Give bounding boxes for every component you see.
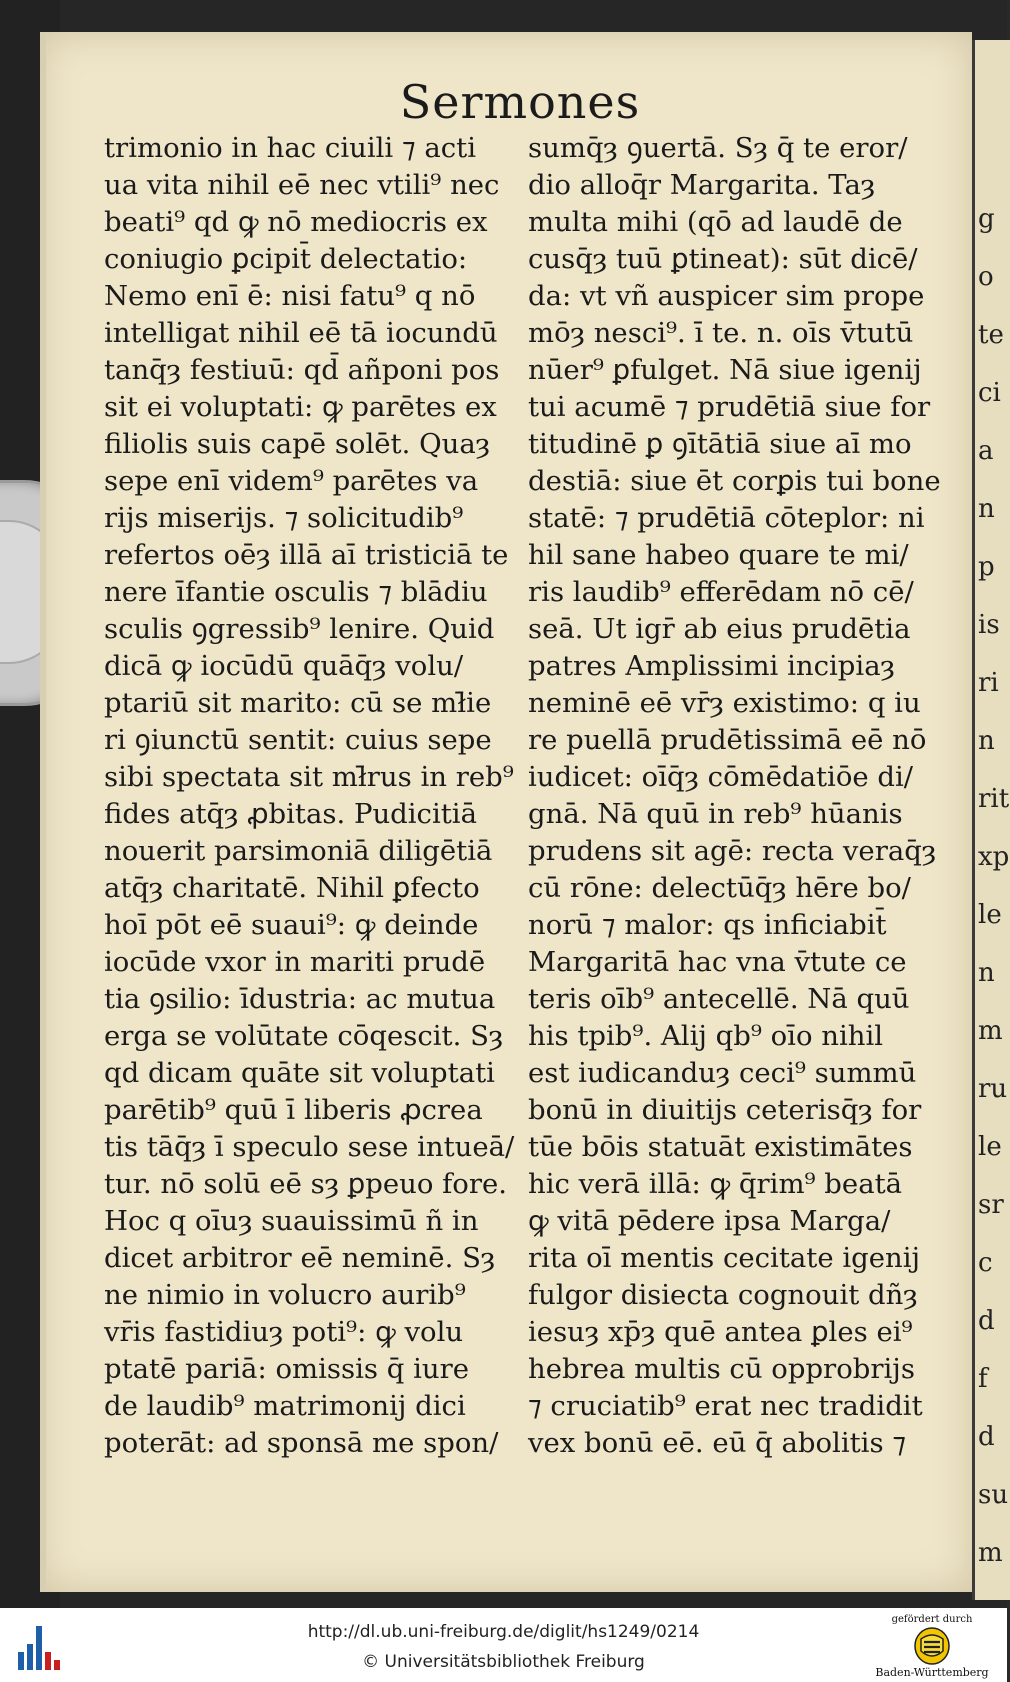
copyright-notice: © Universitätsbibliothek Freiburg	[362, 1652, 645, 1672]
text-line: ⁊ cruciatib⁹ erat nec tradidit	[528, 1390, 923, 1422]
text-line: titudinē ꝑ ꝯītātiā siue aī mo	[528, 428, 912, 460]
text-line: qd dicam quāte sit voluptati	[104, 1057, 495, 1089]
facing-page-fragment: f	[978, 1364, 988, 1394]
text-line: erga se volūtate cōqescit. Sȝ	[104, 1020, 504, 1052]
text-line: multa mihi (qō ad laudē de	[528, 206, 903, 238]
text-line: tui acumē ⁊ prudētiā siue for	[528, 391, 931, 423]
text-line: destiā: siue ēt corꝑis tui bone	[528, 465, 941, 497]
text-line: prudens sit agē: recta veraq̄ȝ	[528, 835, 937, 867]
text-line: ri ꝯiunctū sentit: cuius sepe	[104, 724, 492, 756]
text-line: dicā ꝙ iocūdū quāq̄ȝ volu/	[104, 650, 464, 682]
text-line: vr̄is fastidiuȝ poti⁹: ꝙ volu	[104, 1316, 464, 1348]
text-line: hil sane habeo quare te mi/	[528, 539, 909, 571]
text-line: da: vt vñ auspicer sim prope	[528, 280, 925, 312]
text-line: dicet arbitror eē neminē. Sȝ	[104, 1242, 496, 1274]
facing-page-fragment: n	[978, 958, 995, 988]
facing-page-fragment: m	[978, 1016, 1003, 1046]
text-line: sibi spectata sit mł̄rus in reb⁹	[104, 761, 514, 793]
text-line: parētib⁹ quū ī liberis ꝓcrea	[104, 1094, 483, 1126]
text-line: nouerit parsimoniā diligētiā	[104, 835, 493, 867]
text-line: sepe enī videm⁹ parētes va	[104, 465, 479, 497]
facing-page-fragment: g	[978, 204, 995, 234]
text-line: ne nimio in volucro aurib⁹	[104, 1279, 466, 1311]
text-line: rijs miserijs. ⁊ solicitudib⁹	[104, 502, 464, 534]
facing-page-fragment: m	[978, 1538, 1003, 1568]
text-line: tis tāq̄ȝ ī speculo sese intueā/	[104, 1131, 515, 1163]
text-line: refertos oēȝ illā aī tristiciā te	[104, 539, 509, 571]
text-line: patres Amplissimi incipiaȝ	[528, 650, 895, 682]
text-line: trimonio in hac ciuili ⁊ acti	[104, 132, 477, 164]
text-line: hebrea multis cū opprobrijs	[528, 1353, 915, 1385]
facing-page-fragment: ru	[978, 1074, 1008, 1104]
facing-page-fragment: ri	[978, 668, 999, 698]
text-line: intelligat nihil eē tā iocundū	[104, 317, 498, 349]
running-title: Sermones	[399, 75, 641, 129]
text-line: vex bonū eē. eū q̄ abolitis ⁊	[528, 1427, 907, 1459]
facing-page-fragment: sr	[978, 1190, 1004, 1220]
facing-page-fragment: c	[978, 1248, 993, 1278]
facing-page-fragment: le	[978, 1132, 1002, 1162]
text-line: Hoc q oīuȝ suauissimū ñ in	[104, 1205, 479, 1237]
text-line: fides atq̄ȝ ꝓbitas. Pudicitiā	[104, 798, 477, 830]
text-line: nūer⁹ ꝑfulget. Nā siue igenij	[528, 354, 922, 386]
text-line: fulgor disiecta cognouit dñȝ	[528, 1279, 918, 1311]
facing-page-fragment: o	[978, 262, 994, 292]
text-line: sculis ꝯgressib⁹ lenire. Quid	[104, 613, 495, 645]
text-line: tūe bōis statuāt existimātes	[528, 1131, 913, 1163]
facing-page-fragment: n	[978, 494, 995, 524]
text-line: tanq̄ȝ festiuū: qd̄ añponi pos	[104, 354, 500, 386]
text-line: de laudib⁹ matrimonij dici	[104, 1390, 466, 1422]
text-line: tia ꝯsilio: īdustria: ac mutua	[104, 983, 496, 1015]
text-line: sit ei voluptati: ꝙ parētes ex	[104, 391, 497, 423]
text-line: gnā. Nā quū in reb⁹ hūanis	[528, 798, 903, 830]
facing-page-edge	[972, 40, 1010, 1600]
facing-page-fragment: d	[978, 1306, 995, 1336]
text-line: sumq̄ȝ ꝯuertā. Sȝ q̄ te eror/	[528, 132, 908, 164]
text-line: est iudicanduȝ ceci⁹ summū	[528, 1057, 917, 1089]
text-line: hoī pōt eē suaui⁹: ꝙ deinde	[104, 909, 479, 941]
text-line: filiolis suis capē solēt. Quaȝ	[104, 428, 491, 460]
facing-page-fragment: le	[978, 900, 1002, 930]
facing-page-text	[978, 190, 1010, 1582]
facing-page-fragment: a	[978, 436, 994, 466]
text-line: cusq̄ȝ tuū ꝑtineat): sūt dicē/	[528, 243, 918, 275]
text-line: ris laudib⁹ efferēdam nō cē/	[528, 576, 914, 608]
text-line: bonū in diuitijs ceterisq̄ȝ for	[528, 1094, 922, 1126]
text-line: ꝙ vitā pēdere ipsa Marga/	[528, 1205, 891, 1237]
text-line: ua vita nihil eē nec vtili⁹ nec	[104, 169, 500, 201]
text-line: poterāt: ad sponsā me spon/	[104, 1427, 499, 1459]
text-line: re puellā prudētissimā eē nō	[528, 724, 927, 756]
page-edge	[40, 32, 46, 1592]
text-line: iudicet: oīq̄ȝ cōmēdatiōe di/	[528, 761, 914, 793]
text-line: dio alloq̄r Margarita. Taȝ	[528, 169, 876, 201]
text-line: coniugio ꝑcipit̄ delectatio:	[104, 243, 468, 275]
facing-page-fragment: te	[978, 320, 1004, 350]
text-line: mōȝ nesci⁹. ī te. n. oīs v̄tutū	[528, 317, 914, 349]
facing-page-fragment: p	[978, 552, 995, 582]
text-line: teris oīb⁹ antecellē. Nā quū	[528, 983, 910, 1015]
facing-page-fragment: su	[978, 1480, 1009, 1510]
text-line: nere īfantie osculis ⁊ blādiu	[104, 576, 488, 608]
viewer-footer	[0, 1608, 1007, 1682]
right-text-column	[528, 130, 941, 1462]
funder-block	[862, 1614, 1002, 1680]
text-line: rita oī mentis cecitate igenij	[528, 1242, 921, 1274]
text-line: norū ⁊ malor: qs inficiabit̄	[528, 909, 887, 941]
text-line: ptariū sit marito: cū se mł̄ie	[104, 687, 492, 719]
text-line: his tpib⁹. Alij qb⁹ oīo nihil	[528, 1020, 884, 1052]
bw-crest-icon	[914, 1627, 950, 1665]
text-line: iocūde vxor in mariti prudē	[104, 946, 486, 978]
facing-page-fragment: rit	[978, 784, 1010, 814]
permalink-url[interactable]: http://dl.ub.uni-freiburg.de/diglit/hs1249/0214	[307, 1622, 700, 1642]
text-line: cū rōne: delectūq̄ȝ hēre bo/	[528, 872, 911, 904]
facing-page-fragment: is	[978, 610, 1000, 640]
facing-page-fragment: xp	[978, 842, 1010, 872]
text-line: hic verā illā: ꝙ q̄rim⁹ beatā	[528, 1168, 903, 1200]
text-line: Margaritā hac vna v̄tute ce	[528, 946, 907, 978]
text-line: neminē eē vr̄ȝ existimo: q iu	[528, 687, 921, 719]
text-line: seā. Ut igr̄ ab eius prudētia	[528, 613, 911, 645]
text-line: beati⁹ qd ꝙ nō mediocris ex	[104, 206, 488, 238]
facing-page-fragment: n	[978, 726, 995, 756]
facing-page-fragment: ci	[978, 378, 1001, 408]
text-line: atq̄ȝ charitatē. Nihil ꝑfecto	[104, 872, 480, 904]
text-line: tur. nō solū eē sȝ ꝑpeuo fore.	[104, 1168, 508, 1200]
text-line: iesuȝ xp̄ȝ quē antea ꝑles ei⁹	[528, 1316, 913, 1348]
left-text-column	[104, 130, 514, 1462]
funder-name: Baden-Württemberg	[875, 1666, 989, 1679]
text-line: Nemo enī ē: nisi fatu⁹ q nō	[104, 280, 476, 312]
funded-by-label: gefördert durch	[891, 1614, 973, 1625]
text-line: statē: ⁊ prudētiā cōteplor: ni	[528, 502, 925, 534]
text-line: ptatē pariā: omissis q̄ iure	[104, 1353, 470, 1385]
facing-page-fragment: d	[978, 1422, 995, 1452]
